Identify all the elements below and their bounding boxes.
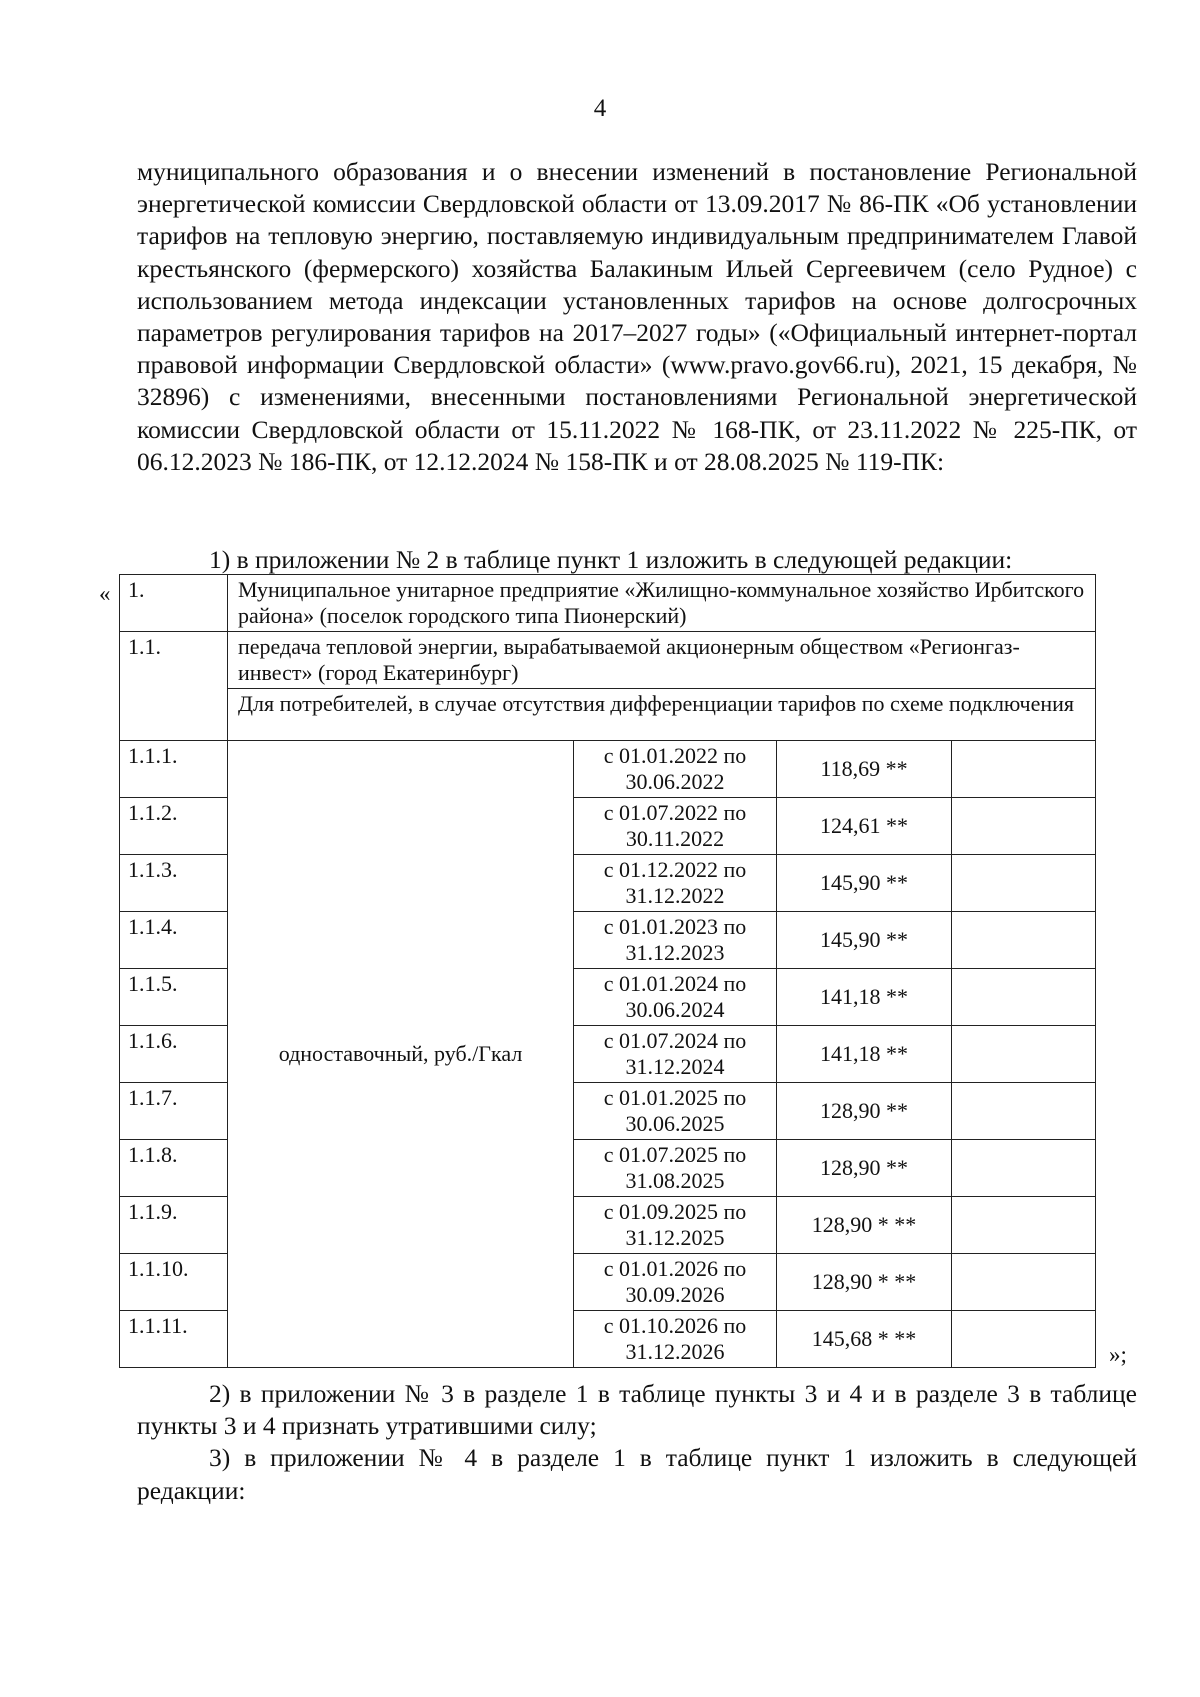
tariff-value-cell: 145,90 ** <box>777 912 952 969</box>
tariff-type-cell: одноставочный, руб./Гкал <box>228 741 574 1368</box>
row-number-cell: 1.1.2. <box>120 798 228 855</box>
tariff-value-cell: 128,90 * ** <box>777 1254 952 1311</box>
row-number-cell: 1.1.8. <box>120 1140 228 1197</box>
empty-cell <box>952 969 1096 1026</box>
tariff-value-cell: 145,90 ** <box>777 855 952 912</box>
intro-text: муниципального образования и о внесении изменений в постановление Региональной энергетической комиссии Свердловской области от 13.09.2017 № 86-ПК «Об установлении тарифов на тепловую энергию, поставляемую индивидуальным предпринимателем Главой крестьянского (фермерского) хозяйства Балакиным Ильей Сергеевичем (село Рудное) с использованием метода индексации установленных тарифов на основе долгосрочных параметров регулирования тарифов на 2017–2027 годы» («Официальный интернет-портал правовой информации Свердловской области» (www.pravo.gov66.ru), 2021, 15 декабря, № 32896) с изменениями, внесенными постановлениями Региональной энергетической комиссии Свердловской области от 15.11.2022 № 168-ПК, от 23.11.2022 № 225-ПК, от 06.12.2023 № 186-ПК, от 12.12.2024 № 158-ПК и от 28.08.2025 № 119-ПК: <box>137 157 1137 476</box>
row-number-cell: 1.1.5. <box>120 969 228 1026</box>
organization-name-cell: Муниципальное унитарное предприятие «Жилищно-коммунальное хозяйство Ирбитского района» (поселок городского типа Пионерский) <box>228 575 1096 632</box>
row-number-cell: 1.1.10. <box>120 1254 228 1311</box>
period-cell: с 01.07.2022 по 30.11.2022 <box>574 798 777 855</box>
tariff-value-cell: 124,61 ** <box>777 798 952 855</box>
consumers-header-cell: Для потребителей, в случае отсутствия дифференциации тарифов по схеме подключения <box>228 689 1096 741</box>
period-cell: с 01.12.2022 по 31.12.2022 <box>574 855 777 912</box>
tariff-value-cell: 128,90 ** <box>777 1140 952 1197</box>
empty-cell <box>952 1197 1096 1254</box>
row-number-cell: 1.1. <box>120 632 228 741</box>
table-row <box>120 632 1096 689</box>
empty-cell <box>952 855 1096 912</box>
row-number-cell: 1.1.6. <box>120 1026 228 1083</box>
period-cell: с 01.01.2023 по 31.12.2023 <box>574 912 777 969</box>
period-cell: с 01.01.2024 по 30.06.2024 <box>574 969 777 1026</box>
tariff-table-body <box>120 575 1096 1368</box>
closing-paragraphs <box>137 1378 1137 1507</box>
table-row <box>120 575 1096 632</box>
item-2-paragraph: 2) в приложении № 3 в разделе 1 в таблице пункты 3 и 4 и в разделе 3 в таблице пункты 3 и 4 признать утратившими силу; <box>137 1379 1137 1441</box>
empty-cell <box>952 1254 1096 1311</box>
row-number-cell: 1.1.7. <box>120 1083 228 1140</box>
table-row <box>120 689 1096 741</box>
period-cell: с 01.10.2026 по 31.12.2026 <box>574 1311 777 1368</box>
tariff-value-cell: 128,90 ** <box>777 1083 952 1140</box>
period-cell: с 01.01.2025 по 30.06.2025 <box>574 1083 777 1140</box>
tariff-value-cell: 145,68 * ** <box>777 1311 952 1368</box>
period-cell: с 01.09.2025 по 31.12.2025 <box>574 1197 777 1254</box>
tariff-table <box>119 574 1096 1368</box>
period-cell: с 01.01.2022 по 30.06.2022 <box>574 741 777 798</box>
empty-cell <box>952 1311 1096 1368</box>
tariff-value-cell: 141,18 ** <box>777 969 952 1026</box>
row-number-cell: 1.1.3. <box>120 855 228 912</box>
empty-cell <box>952 1026 1096 1083</box>
tariff-value-cell: 118,69 ** <box>777 741 952 798</box>
period-cell: с 01.07.2025 по 31.08.2025 <box>574 1140 777 1197</box>
empty-cell <box>952 741 1096 798</box>
period-cell: с 01.01.2026 по 30.09.2026 <box>574 1254 777 1311</box>
service-description-cell: передача тепловой энергии, вырабатываемой акционерным обществом «Регионгаз-инвест» (город Екатеринбург) <box>228 632 1096 689</box>
row-number-cell: 1.1.9. <box>120 1197 228 1254</box>
tariff-value-cell: 128,90 * ** <box>777 1197 952 1254</box>
row-number-cell: 1.1.11. <box>120 1311 228 1368</box>
row-number-cell: 1.1.1. <box>120 741 228 798</box>
empty-cell <box>952 912 1096 969</box>
intro-paragraph <box>137 156 1137 478</box>
item-1-paragraph: 1) в приложении № 2 в таблице пункт 1 изложить в следующей редакции: <box>209 545 1013 574</box>
tariff-value-cell: 141,18 ** <box>777 1026 952 1083</box>
empty-cell <box>952 1083 1096 1140</box>
row-number-cell: 1. <box>120 575 228 632</box>
quote-open-mark: « <box>99 581 111 606</box>
page-number: 4 <box>593 95 607 122</box>
table-row <box>120 741 1096 798</box>
empty-cell <box>952 798 1096 855</box>
row-number-cell: 1.1.4. <box>120 912 228 969</box>
empty-cell <box>952 1140 1096 1197</box>
item-3-paragraph: 3) в приложении № 4 в разделе 1 в таблице пункт 1 изложить в следующей редакции: <box>137 1443 1137 1505</box>
period-cell: с 01.07.2024 по 31.12.2024 <box>574 1026 777 1083</box>
quote-close-mark: »; <box>1109 1342 1127 1367</box>
